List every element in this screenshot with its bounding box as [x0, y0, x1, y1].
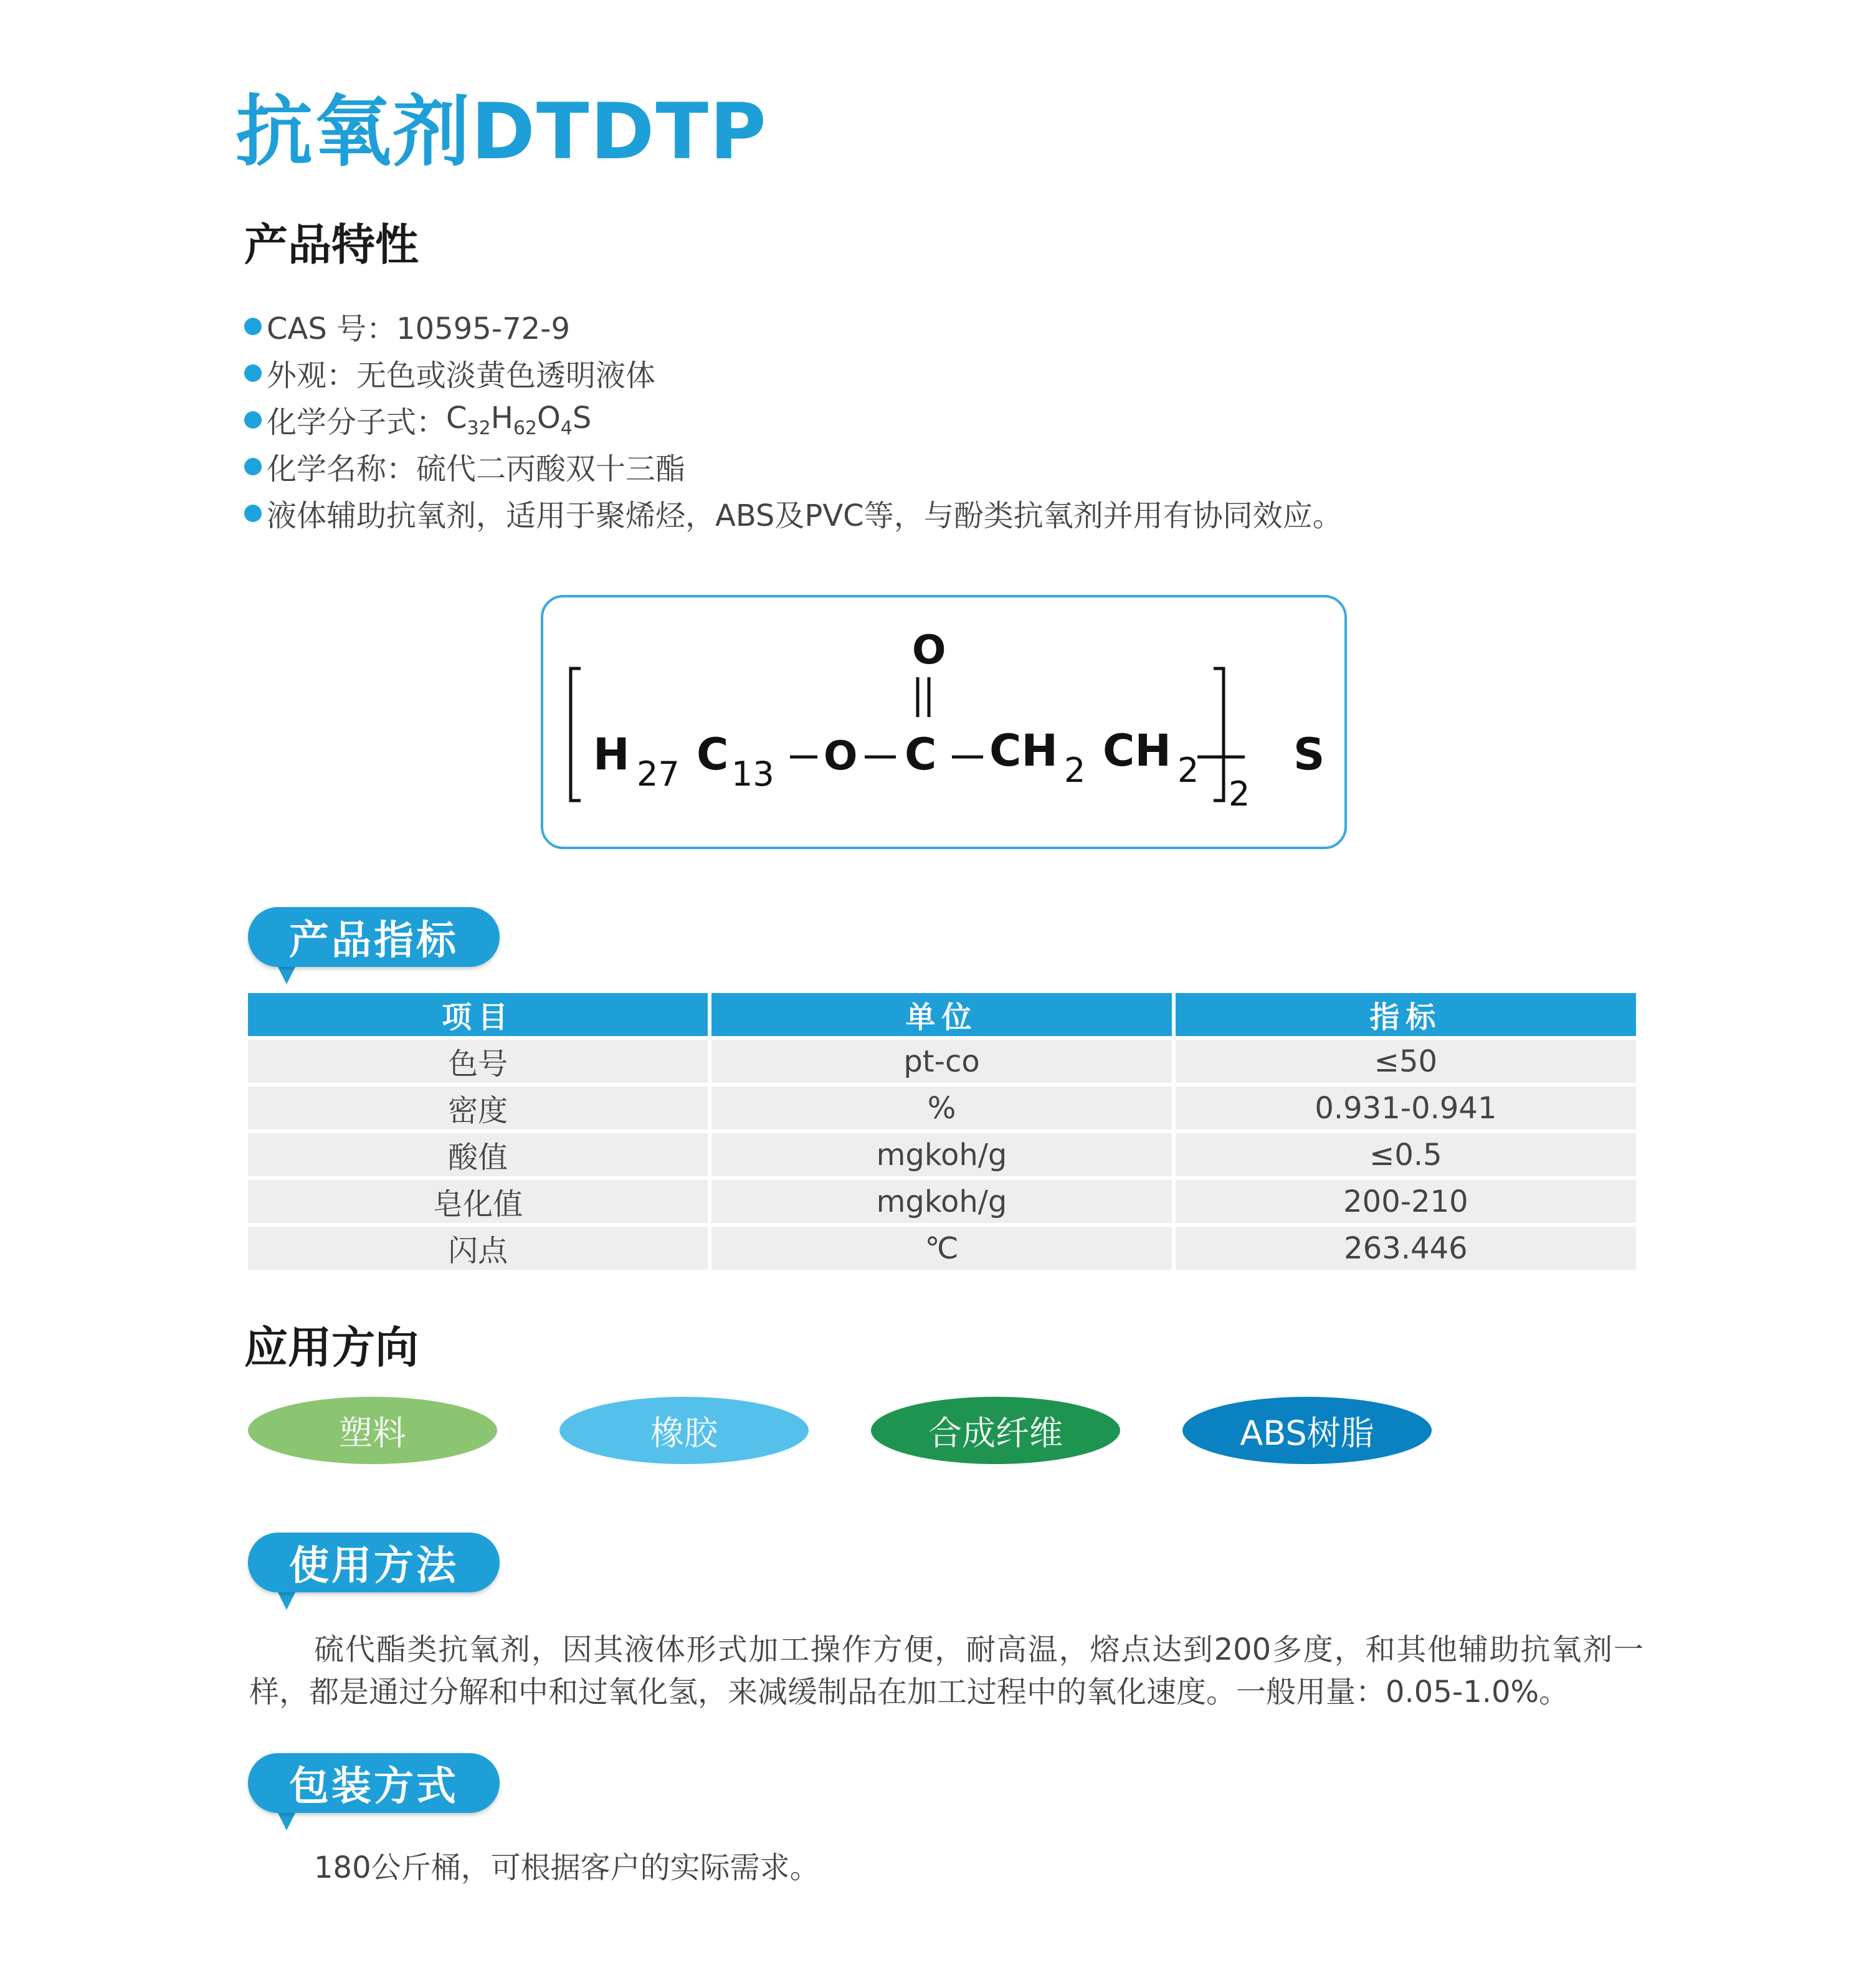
left-bracket	[571, 668, 581, 801]
molecular-formula: $C_{32}H_{62}O_4S$	[446, 400, 592, 439]
feature-label: 化学分子式：	[267, 405, 447, 440]
bullet-icon	[244, 458, 262, 475]
application-rubber: 橡胶	[559, 1397, 809, 1464]
table-cell: mgkoh/g	[711, 1180, 1172, 1223]
table-cell: pt-co	[711, 1040, 1172, 1083]
feature-item-appearance	[244, 350, 1343, 396]
feature-text: 外观：无色或淡黄色透明液体	[267, 358, 656, 393]
column-header: 项目	[248, 993, 708, 1036]
application-abs-resin: ABS树脂	[1182, 1397, 1432, 1464]
packaging-tag-label: 包装方式	[248, 1753, 500, 1813]
usage-tag	[248, 1533, 500, 1595]
feature-item-formula	[244, 396, 1343, 443]
features-heading: 产品特性	[244, 219, 419, 270]
page-title: 抗氧剂DTDTP	[235, 87, 768, 177]
table-cell: 0.931-0.941	[1176, 1087, 1636, 1130]
ester-oxygen: O	[824, 733, 858, 779]
table-cell: ℃	[711, 1227, 1172, 1270]
repeat-count: 2	[1229, 774, 1250, 814]
feature-item-cas	[244, 303, 1343, 350]
structure-svg	[543, 597, 1349, 852]
bullet-icon	[244, 318, 262, 335]
table-cell: 闪点	[248, 1227, 708, 1270]
packaging-text: 180公斤桶，可根据客户的实际需求。	[314, 1850, 820, 1885]
table-cell: %	[711, 1087, 1172, 1130]
table-row	[248, 1227, 1636, 1270]
methylene-b-subscript: 2	[1177, 751, 1199, 790]
application-synthetic-fiber: 合成纤维	[871, 1397, 1120, 1464]
feature-text: 液体辅助抗氧剂，适用于聚烯烃，ABS及PVC等，与酚类抗氧剂并用有协同效应。	[267, 498, 1343, 533]
applications-heading: 应用方向	[244, 1322, 419, 1373]
feature-item-name	[244, 443, 1343, 490]
usage-tag-label: 使用方法	[248, 1533, 500, 1592]
spec-table	[244, 989, 1640, 1273]
carbon-symbol: C	[697, 729, 729, 780]
table-row	[248, 1040, 1636, 1083]
sulfur-symbol: S	[1293, 729, 1325, 780]
packaging-tag	[248, 1753, 500, 1815]
feature-item-usage	[244, 490, 1343, 536]
table-cell: 200-210	[1176, 1180, 1636, 1223]
hydrogen-subscript: 27	[637, 754, 680, 794]
table-cell: 皂化值	[248, 1180, 708, 1223]
methylene-a-subscript: 2	[1064, 751, 1086, 790]
column-header: 指标	[1176, 993, 1636, 1036]
feature-text: 化学名称：硫代二丙酸双十三酯	[267, 452, 686, 487]
bullet-icon	[244, 411, 262, 429]
table-cell: 密度	[248, 1087, 708, 1130]
table-cell: ≤0.5	[1176, 1133, 1636, 1176]
methylene-b: CH	[1103, 725, 1171, 776]
feature-text: CAS 号：10595-72-9	[267, 312, 571, 346]
carbonyl-oxygen: O	[912, 627, 946, 673]
methylene-a: CH	[989, 725, 1058, 776]
right-bracket	[1214, 668, 1224, 801]
table-cell: 酸值	[248, 1133, 708, 1176]
table-cell: mgkoh/g	[711, 1133, 1172, 1176]
table-row	[248, 1180, 1636, 1223]
table-header-row	[248, 993, 1636, 1036]
carbon-subscript: 13	[731, 754, 774, 794]
bullet-icon	[244, 505, 262, 522]
application-plastics: 塑料	[248, 1397, 497, 1464]
carbonyl-carbon: C	[905, 729, 937, 780]
structure-diagram	[541, 595, 1347, 849]
feature-list	[244, 303, 1343, 536]
table-row	[248, 1133, 1636, 1176]
table-cell: 263.446	[1176, 1227, 1636, 1270]
spec-tag-label: 产品指标	[248, 907, 500, 967]
bullet-icon	[244, 364, 262, 382]
hydrogen-symbol: H	[593, 729, 630, 780]
spec-tag	[248, 907, 500, 969]
table-row	[248, 1087, 1636, 1130]
usage-text: 硫代酯类抗氧剂，因其液体形式加工操作方便，耐高温，熔点达到200多度，和其他辅助抗氧剂一样，都是通过分解和中和过氧化氢，来减缓制品在加工过程中的氧化速度。一般用量：0.05-1.0%。	[249, 1632, 1643, 1710]
column-header: 单位	[711, 993, 1172, 1036]
table-cell: 色号	[248, 1040, 708, 1083]
table-cell: ≤50	[1176, 1040, 1636, 1083]
